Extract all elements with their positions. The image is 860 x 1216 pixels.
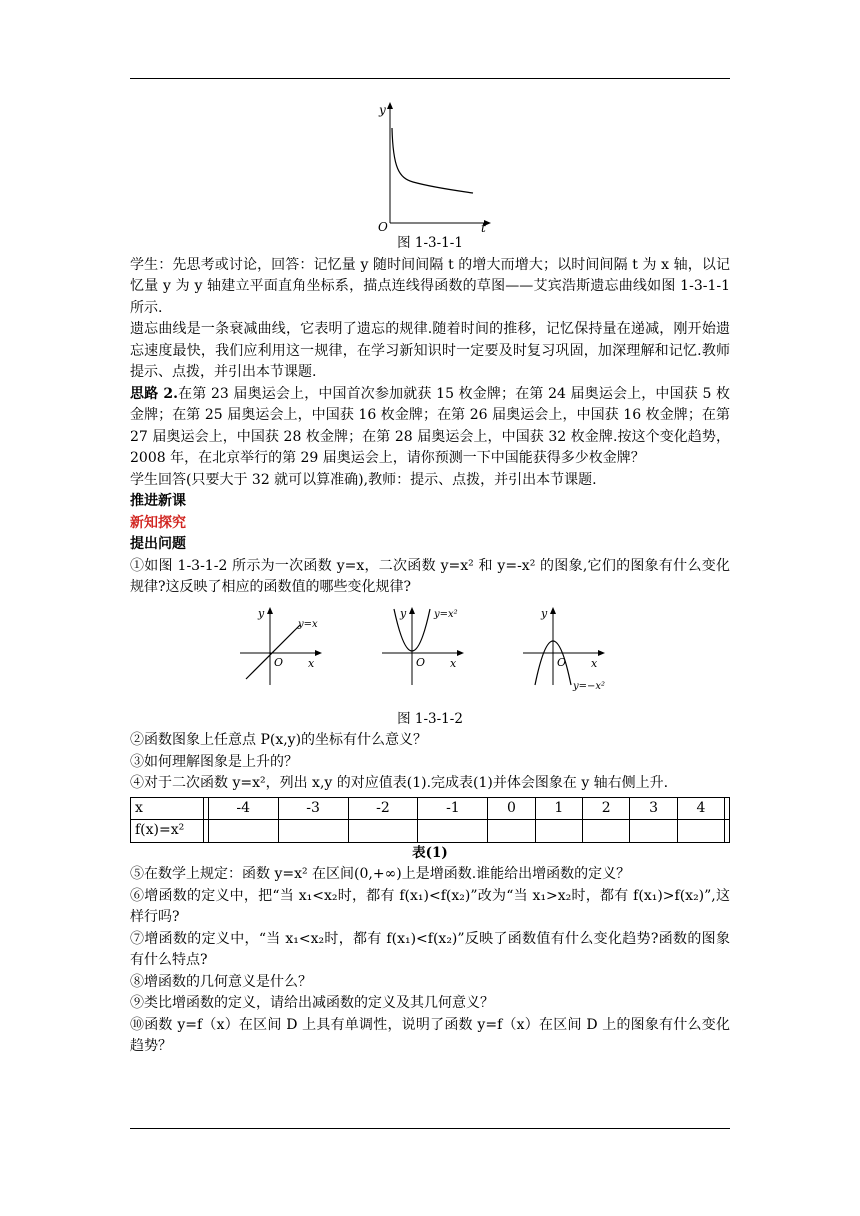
question-1: ①如图 1-3-1-2 所示为一次函数 y=x，二次函数 y=x² 和 y=-x² 的图象,它们的图象有什么变化规律?这反映了相应的函数值的哪些变化规律? (130, 557, 730, 595)
question-5: ⑤在数学上规定：函数 y=x² 在区间(0,+∞)上是增函数.谁能给出增函数的定义？ (130, 866, 631, 882)
approach-2-label: 思路 2. (130, 385, 178, 402)
figure-forgetting-curve (130, 98, 730, 233)
graph2-curve-label: y=x² (433, 608, 458, 620)
question-3: ③如何理解图象是上升的？ (130, 753, 298, 770)
paragraph-forgetting-curve: 遗忘曲线是一条衰减曲线，它表明了遗忘的规律.随着时间的推移，记忆保持量在递减，刚开始遗忘速度最快，我们应利用这一规律，在学习新知识时一定要及时复习巩固，加深理解和记忆.教师提示、点拨，并引出本节课题. (130, 321, 730, 380)
table-cell: -4 (208, 797, 278, 820)
table-cell (583, 820, 630, 843)
question-8: ⑧增函数的几何意义是什么？ (130, 973, 312, 990)
table-cell: x (131, 797, 204, 820)
table-cell: 0 (488, 797, 535, 820)
table-cell: 2 (583, 797, 630, 820)
graph-parabola-up (380, 603, 475, 691)
graph-parabola-down (521, 603, 616, 691)
heading-new-lesson: 推进新课 (130, 493, 186, 509)
question-10: ⑩函数 y=f（x）在区间 D 上具有单调性，说明了函数 y=f（x）在区间 D 上的图象有什么变化趋势？ (130, 1016, 730, 1054)
table-cell (725, 820, 730, 843)
table-cell (725, 797, 730, 820)
figure-caption-2: 图 1-3-1-2 (397, 710, 463, 727)
heading-new-knowledge: 新知探究 (130, 514, 186, 531)
graph2-y-label: y (399, 606, 406, 620)
fig1-t-label: t (481, 221, 486, 233)
graph1-x-label: x (308, 656, 315, 670)
paragraph-approach-2 (130, 384, 730, 470)
question-7: ⑦增函数的定义中，“当 x₁<x₂时，都有 f(x₁)<f(x₂)”反映了函数值有什么变化趋势?函数的图象有什么特点? (130, 930, 730, 968)
graph3-curve-label: y=−x² (573, 680, 606, 691)
table-cell (278, 820, 348, 843)
table-cell: 3 (630, 797, 677, 820)
fig1-y-label: y (379, 103, 386, 117)
table-cell: 1 (535, 797, 582, 820)
question-6: ⑥增函数的定义中，把“当 x₁<x₂时，都有 f(x₁)<f(x₂)”改为“当 x₁>x₂时，都有 f(x₁)>f(x₂)”,这样行吗? (130, 887, 730, 925)
fig1-origin-label: O (378, 220, 388, 233)
table-cell: -2 (348, 797, 418, 820)
approach-2-text: 在第 23 届奥运会上，中国首次参加就获 15 枚金牌；在第 24 届奥运会上，中国获 5 枚金牌；在第 25 届奥运会上，中国获 16 枚金牌；在第 26 届奥运会上，中国获 16 枚金牌；在第 27 届奥运会上，中国获 28 枚金牌；在第 28 届奥运会上，中国获 32 枚金牌.按这个变化趋势，2008 年，在北京举行的第 29 届奥运会上，请你预测一下中国能获得多少枚金牌？ (130, 385, 730, 466)
graph1-curve-label: y=x (298, 618, 318, 630)
graph1-y-label: y (258, 606, 265, 620)
graph3-origin-label: O (557, 655, 567, 669)
table-cell: 4 (677, 797, 724, 820)
figure-caption-1: 图 1-3-1-1 (397, 235, 463, 251)
figure-function-graphs (130, 603, 616, 691)
page-content (130, 98, 730, 1058)
table-cell (488, 820, 535, 843)
table-cell (535, 820, 582, 843)
question-9: ⑨类比增函数的定义，请给出减函数的定义及其几何意义？ (130, 995, 494, 1011)
header-rule (130, 78, 730, 79)
table-cell (208, 820, 278, 843)
question-4: ④对于二次函数 y=x²，列出 x,y 的对应值表(1).完成表(1)并体会图象在 y 轴右侧上升. (130, 775, 669, 791)
table-cell (418, 820, 488, 843)
table-cell: -1 (418, 797, 488, 820)
forgetting-curve-graph (365, 98, 495, 233)
graph-linear (238, 603, 333, 691)
heading-questions: 提出问题 (130, 536, 186, 552)
paragraph-student-reply: 学生回答(只要大于 32 就可以算准确),教师：提示、点拨，并引出本节课题. (130, 471, 597, 488)
graph3-x-label: x (591, 656, 598, 670)
value-table (130, 797, 730, 843)
footer-rule (130, 1128, 730, 1129)
table-cell (348, 820, 418, 843)
paragraph-student-answer: 学生：先思考或讨论，回答：记忆量 y 随时间间隔 t 的增大而增大；以时间间隔 t 为 x 轴，以记忆量 y 为 y 轴建立平面直角坐标系，描点连线得函数的草图——艾宾浩斯遗忘曲线如图 1-3-1-1 所示. (130, 256, 730, 316)
table-cell (677, 820, 724, 843)
table-cell (630, 820, 677, 843)
table-cell: -3 (278, 797, 348, 820)
table-row-fx (131, 820, 730, 843)
question-2: ②函数图象上任意点 P(x,y)的坐标有什么意义？ (130, 732, 428, 748)
graph2-x-label: x (449, 656, 456, 670)
graph3-y-label: y (541, 606, 548, 620)
graph1-origin-label: O (274, 655, 284, 669)
table-row-x (131, 797, 730, 820)
table-cell: f(x)=x² (131, 820, 204, 843)
table-caption: 表(1) (412, 844, 448, 861)
graph2-origin-label: O (415, 655, 425, 669)
